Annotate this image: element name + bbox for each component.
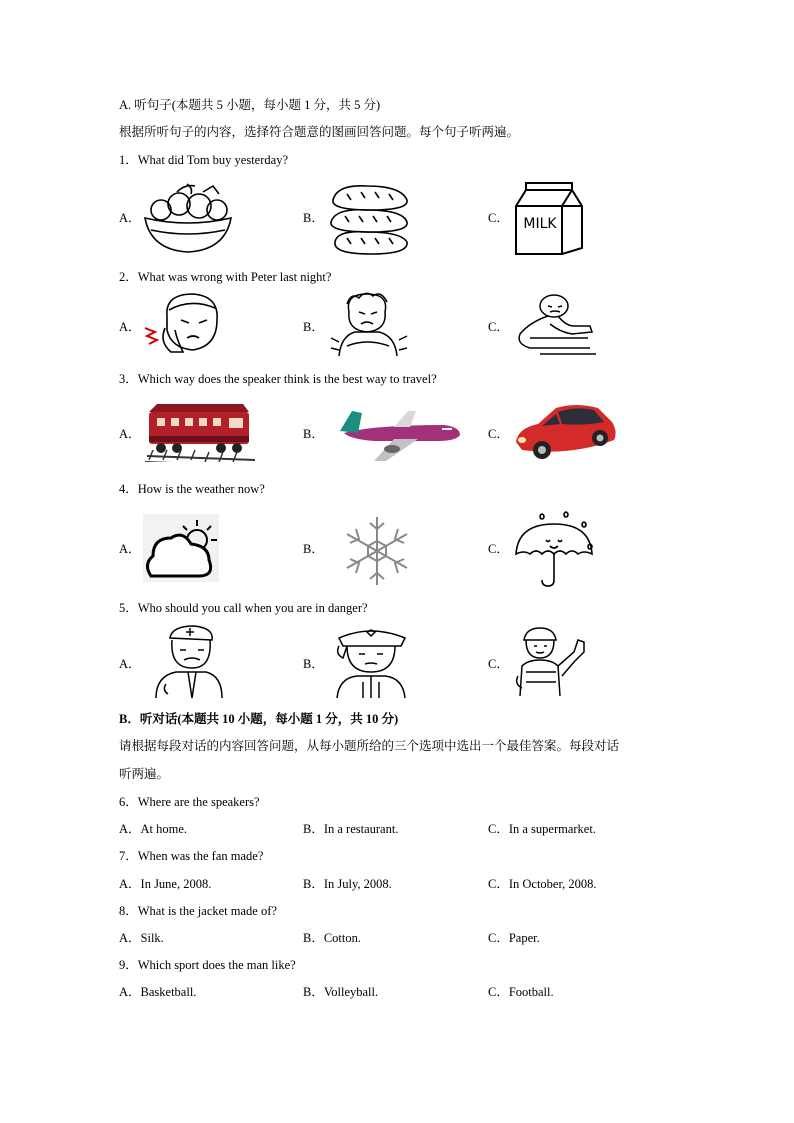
q8-choice-b[interactable]: B．Cotton. — [303, 931, 361, 945]
q3-option-b-letter[interactable]: B． — [303, 427, 324, 441]
snowflake-icon[interactable] — [340, 515, 414, 587]
police-icon[interactable] — [333, 624, 410, 699]
question-7: 7．When was the fan made? — [119, 849, 264, 863]
section-a-title: A. 听句子(本题共 5 小题，每小题 1 分，共 5 分) — [119, 98, 381, 112]
worker-icon[interactable] — [512, 626, 592, 698]
airplane-icon[interactable] — [334, 405, 462, 462]
car-icon[interactable] — [512, 398, 619, 464]
question-6: 6．Where are the speakers? — [119, 795, 260, 809]
question-5: 5．Who should you call when you are in danger? — [119, 601, 368, 615]
question-4: 4．How is the weather now? — [119, 482, 265, 496]
q6-choice-b[interactable]: B．In a restaurant. — [303, 822, 399, 836]
milk-label: MILK — [523, 216, 557, 232]
q3-option-c-letter[interactable]: C． — [488, 427, 509, 441]
q1-option-a-letter[interactable]: A． — [119, 211, 141, 225]
q6-choice-c[interactable]: C．In a supermarket. — [488, 822, 596, 836]
q9-choice-c[interactable]: C．Football. — [488, 985, 554, 999]
q7-choice-c[interactable]: C．In October, 2008. — [488, 877, 597, 891]
tired-icon[interactable] — [510, 292, 600, 358]
q6-choice-a[interactable]: A．At home. — [119, 822, 188, 836]
bread-icon[interactable] — [327, 180, 412, 257]
question-9: 9．Which sport does the man like? — [119, 958, 296, 972]
stomachache-icon[interactable] — [325, 290, 410, 358]
section-b-instruction-line-1: 请根据每段对话的内容回答问题，从每小题所给的三个选项中选出一个最佳答案。每段对话 — [119, 739, 620, 753]
q8-choice-c[interactable]: C．Paper. — [488, 931, 540, 945]
question-3: 3．Which way does the speaker think is the best way to travel? — [119, 372, 437, 386]
q3-option-a-letter[interactable]: A． — [119, 427, 141, 441]
q5-option-a-letter[interactable]: A． — [119, 657, 141, 671]
q2-option-a-letter[interactable]: A． — [119, 320, 141, 334]
q9-choice-a[interactable]: A．Basketball. — [119, 985, 197, 999]
toothache-icon[interactable] — [141, 290, 226, 356]
q4-option-a-letter[interactable]: A． — [119, 542, 141, 556]
q2-option-c-letter[interactable]: C． — [488, 320, 509, 334]
cloudy-icon[interactable] — [143, 514, 219, 582]
q1-option-c-letter[interactable]: C． — [488, 211, 509, 225]
milk-carton-icon[interactable] — [512, 180, 586, 257]
section-b-instruction-line-2: 听两遍。 — [119, 767, 170, 781]
question-8: 8．What is the jacket made of? — [119, 904, 277, 918]
fruit-basket-icon[interactable] — [141, 180, 235, 254]
q2-option-b-letter[interactable]: B． — [303, 320, 324, 334]
q1-option-b-letter[interactable]: B． — [303, 211, 324, 225]
section-b-title: B．听对话(本题共 10 小题，每小题 1 分，共 10 分) — [119, 712, 399, 726]
q5-option-b-letter[interactable]: B． — [303, 657, 324, 671]
question-2: 2．What was wrong with Peter last night? — [119, 270, 332, 284]
section-a-instruction: 根据所听句子的内容，选择符合题意的图画回答问题。每个句子听两遍。 — [119, 125, 520, 139]
q4-option-c-letter[interactable]: C． — [488, 542, 509, 556]
train-icon[interactable] — [143, 400, 260, 462]
q7-choice-a[interactable]: A．In June, 2008. — [119, 877, 212, 891]
question-1: 1．What did Tom buy yesterday? — [119, 153, 288, 167]
q5-option-c-letter[interactable]: C． — [488, 657, 509, 671]
q7-choice-b[interactable]: B．In July, 2008. — [303, 877, 392, 891]
q4-option-b-letter[interactable]: B． — [303, 542, 324, 556]
q8-choice-a[interactable]: A．Silk. — [119, 931, 164, 945]
q9-choice-b[interactable]: B．Volleyball. — [303, 985, 379, 999]
doctor-icon[interactable] — [152, 624, 226, 699]
umbrella-rain-icon[interactable] — [512, 510, 597, 588]
